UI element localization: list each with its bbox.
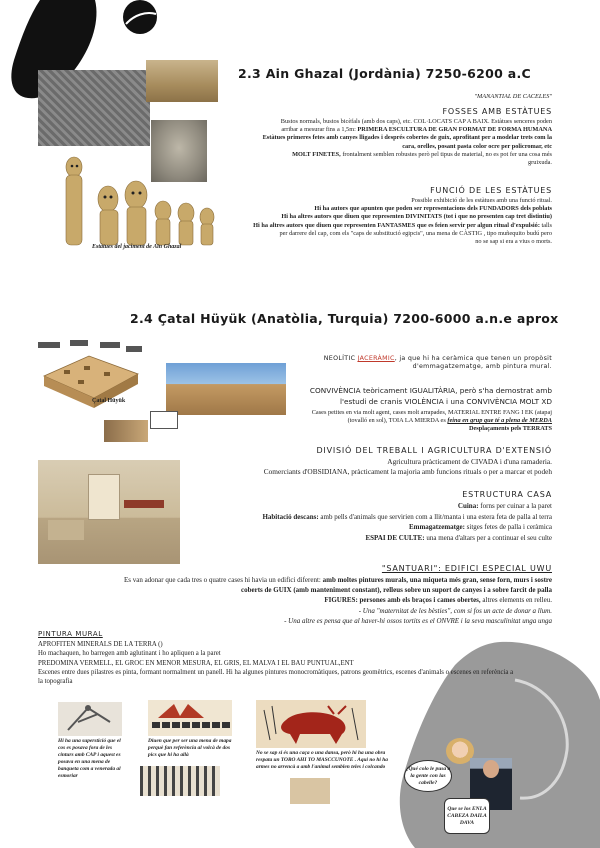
speech-bubble-answer: Que se los ENLA CABEZA DAILA DAVA	[444, 798, 490, 834]
heading-santuari: "SANTUARI": EDIFICI ESPECIAL UWU	[381, 564, 552, 573]
heading-estructura-casa: ESTRUCTURA CASA	[462, 490, 552, 499]
catal-huyuk-model-illustration	[34, 336, 148, 416]
speech-bubble-question: ¿Qué colo le pusa a la gente con las cabelle?	[404, 760, 452, 792]
convivencia-text: CONVIVÈNCIA teòricament IGUALITÀRIA, però s'ha demostrat amb l'estudi de cranis VIOLÈNCIA i una CONVIVÈNCIA MOLT XD	[309, 386, 552, 406]
section-2-4-title: 2.4 Çatal Hüyük (Anatòlia, Turquia) 7200-6000 a.n.e aprox	[130, 311, 559, 326]
fosses-text: Bustos normals, bustos bicèfals (amb dos caps), etc. COL·LOCATS CAP A BAIX. Estàtues senceres poden arribar a mesurar fins a 1,5m: PRIMERA ESCULTURA DE GRAN FORMAT DE FORMA HUMANA Estàtues primeres fetes amb canyes lligades i després cobertes de guix, aprofitant per a modelar trets com la cara, orelles, posant pasta color ocre per policromar, etc MOLT FINETES, frontalment semblen robustes però pel tipus de material, no es pot fer una cosa més gruixuda.	[262, 118, 552, 167]
manantial-quote: "MANANTIAL DE CACELES"	[474, 93, 552, 100]
mural-small-figures-image	[290, 778, 330, 804]
heading-pintura-mural: PINTURA MURAL	[38, 630, 103, 638]
mural-caption-3: No se sap si és una caça o una dansa, però hi ha una obra respata un TORO AHI TO MASCCUNOTE . Aqui no hi ha armes no arrencà a amb l'animal semblen teles i colcando	[256, 750, 388, 770]
heading-fosses-estatues: FOSSES AMB ESTÀTUES	[442, 107, 552, 116]
model-label: Çatal Hüyük	[92, 398, 126, 404]
santuari-text: Es van adonar que cada tres o quatre cases hi havia un edifici diferent: amb moltes pintures murals, una miqueta més gran, sense forn, murs i sostre coberts de GUIX (amb manteniment constant), relleus sobre un suport de canyes i a sobre farcit de palla FIGURES: persones amb els braços i cames obertes, altres elements en relleu. - Una "maternitat de les bèsties", com si fos un acte de donar a llum. - Una altre es pensa que al haver-hi ossos tortits es el ONVRE i la seva masculinitat unga unga	[123, 576, 552, 625]
house-interior-photo	[38, 460, 180, 564]
aerial-site-photo	[38, 70, 150, 146]
mural-caption-2: Diuen que per ser una mena de mapa perquè fan referència al volcà de dos pics que hi ha allà	[148, 738, 232, 758]
statues-caption: Estàtues del jaciment de Aïn Ghazal	[92, 244, 182, 250]
pintura-mural-text: APROFITEN MINERALS DE LA TERRA () Ho machaquen, ho barregen amb aglutinant i ho apliquen a la paret PREDOMINA VERMELL, EL GROC EN MENOR MESURA, EL GRIS, EL MALVA I EL BAU PUNTUAL,ENT Escenes entre dues pilastres es pinta, formant normalment un panell. Hi ha algunes pintures monocromàtiques, patrons geomètrics, escenes d'animals o escenes en referència a la topografia	[38, 641, 514, 686]
excavation-photo	[146, 60, 218, 102]
mural-volcano-map-image	[148, 700, 232, 736]
funcio-text: Possible exhibició de les estàtues amb una funció ritual. Hi ha autors que apunten que poden ser representacions dels FUNDADORS dels poblats Hi ha altres autors que diuen que representen DIVINITATS (tot i que no presenten cap tret distintiu) Hi ha altres autors que diuen que representen FANTASMES que es feien servir per algun ritual d'expulsió: talls per darrere del cap, com els "caps de substitució egipcis", una mena de CÀSTIG , tipo muñequito budú pero no se sap si era a vius o morts.	[253, 197, 552, 246]
speech-note-box	[150, 411, 178, 429]
mural-caption-1: Hi ha una superstició que el cos es posava fora de les cinturs amb CAP i aquest es posava en una mena de banqueta com a venerada al esmoriar	[58, 738, 121, 779]
ain-ghazal-statues-photo	[60, 155, 220, 250]
convivencia-details: Cases petites en via molt agent, cases molt arrapades, MATERIAL ENTRE FANG I EK (atapaj (tovalló en sol), TOIA LA MIERDA es feina en grup que té a plena de MERDA Desplaçaments pels TERRATS	[311, 409, 552, 433]
divisio-text: Agricultura pràcticament de CIVADA i d'una ramaderia. Comerciants d'OBSIDIANA, pràcticament la majoria amb funcions rituals o per a marcar et podeh	[263, 457, 552, 476]
catal-huyuk-landscape-photo	[166, 363, 286, 415]
heading-divisio-treball: DIVISIÓ DEL TREBALL I AGRICULTURA D'EXTENSIÓ	[316, 446, 552, 455]
heading-funcio-estatues: FUNCIÓ DE LES ESTÀTUES	[430, 186, 552, 195]
mural-geometric-pattern-image	[140, 766, 220, 796]
estructura-text: Cuina: forns per cuinar a la paret Habitació descans: amb pells d'animals que servirien com a llit/manta i una estera feta de palla al terra Emmagatzematge: sitges fetes de palla i ceràmica ESPAI DE CULTE: una mena d'altars per a continuar el seu culte	[262, 502, 552, 542]
mural-bird-figure-image	[58, 702, 122, 736]
mural-bull-hunt-image	[256, 700, 366, 748]
neolitic-text: NEOLÍTIC JACERÀMIC, ja que hi ha ceràmica que tenen un propòsit d'emmagatzematge, amb pintura mural.	[323, 355, 552, 371]
small-reconstruction-photo	[104, 420, 148, 442]
section-2-3-title: 2.3 Ain Ghazal (Jordània) 7250-6200 a.C	[238, 66, 532, 81]
